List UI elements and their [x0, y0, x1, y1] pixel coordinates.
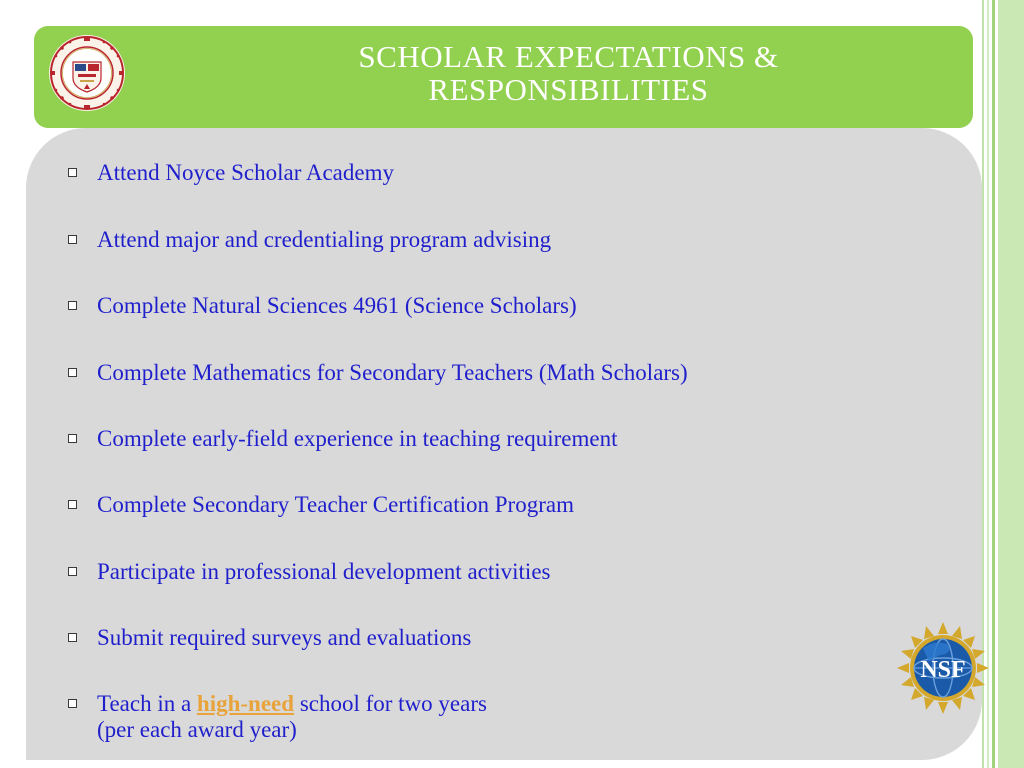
list-item-text: Attend Noyce Scholar Academy — [97, 160, 394, 185]
high-need-link[interactable]: high-need — [196, 691, 295, 716]
slide-title-line-2: RESPONSIBILITIES — [428, 72, 709, 107]
list-item-text-before: Teach in a — [97, 691, 197, 716]
square-bullet-icon — [68, 567, 77, 576]
list-item-text: Complete Mathematics for Secondary Teachers (Math Scholars) — [97, 360, 688, 385]
list-item-text-after: school for two years — [294, 691, 487, 716]
list-item-text: Complete Secondary Teacher Certification Program — [97, 492, 574, 517]
square-bullet-icon — [68, 301, 77, 310]
title-bar — [34, 26, 973, 128]
square-bullet-icon — [68, 168, 77, 177]
list-item-text: Complete Natural Sciences 4961 (Science Scholars) — [97, 293, 577, 318]
nsf-logo-icon — [893, 622, 993, 714]
square-bullet-icon — [68, 699, 77, 708]
list-item-text: Submit required surveys and evaluations — [97, 625, 472, 650]
square-bullet-icon — [68, 368, 77, 377]
list-item-text: Participate in professional development activities — [97, 559, 551, 584]
list-item-second-line: (per each award year) — [97, 717, 297, 742]
list-item-text — [97, 691, 487, 743]
square-bullet-icon — [68, 500, 77, 509]
square-bullet-icon — [68, 633, 77, 642]
slide-title — [184, 40, 953, 106]
list-item-text: Attend major and credentialing program advising — [97, 227, 552, 252]
university-seal-icon — [48, 34, 126, 112]
square-bullet-icon — [68, 434, 77, 443]
svg-text:NSF: NSF — [920, 657, 966, 683]
slide-title-line-1: SCHOLAR EXPECTATIONS & — [358, 39, 779, 74]
square-bullet-icon — [68, 235, 77, 244]
list-item-text: Complete early-field experience in teaching requirement — [97, 426, 618, 451]
edge-stripe — [998, 0, 1024, 768]
